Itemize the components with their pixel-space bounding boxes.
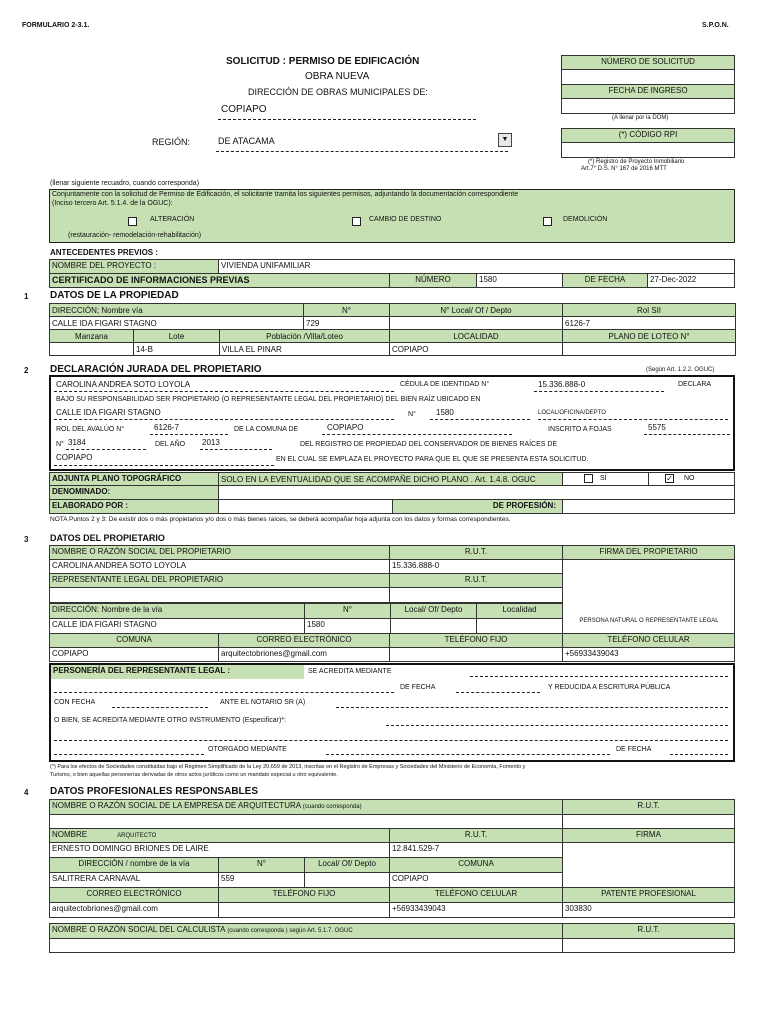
representante-rut[interactable]: [389, 587, 563, 603]
profesion-field[interactable]: [562, 499, 735, 514]
persona-natural-label: PERSONA NATURAL O REPRESENTANTE LEGAL: [579, 618, 719, 624]
propietario-n-header: N°: [304, 603, 391, 619]
demolicion-label: DEMOLICIÓN: [563, 216, 608, 223]
antecedentes-title: ANTECEDENTES PREVIOS :: [50, 248, 159, 257]
spon-label: S.P.O.N.: [702, 22, 729, 29]
region-dropdown-icon[interactable]: ▼: [498, 133, 512, 147]
section-2-number: 2: [24, 366, 29, 375]
arquitecto-nombre[interactable]: ERNESTO DOMINGO BRIONES DE LAIRE: [49, 842, 390, 858]
adjunta-note: SOLO EN LA EVENTUALIDAD QUE SE ACOMPAÑE DICHO PLANO . Art. 1.4.8. OGUC: [218, 472, 563, 486]
declara-label: DECLARA: [678, 381, 712, 388]
empresa-header-note: (cuando corresponda): [302, 804, 362, 810]
rol-avaluo-label: ROL DEL AVALÚO N°: [56, 426, 125, 433]
propietario-rut[interactable]: 15.336.888-0: [389, 559, 563, 574]
personeria-label: PERSONERÍA DEL REPRESENTANTE LEGAL :: [51, 665, 304, 679]
representante-rut-header: R.U.T.: [389, 573, 563, 588]
page-title: SOLICITUD : PERMISO DE EDIFICACIÓN: [226, 56, 420, 67]
propiedad-rol[interactable]: 6126-7: [563, 317, 736, 330]
ciudad-value[interactable]: COPIAPO: [56, 453, 93, 462]
propietario-n[interactable]: 1580: [304, 618, 391, 634]
arquitecto-n[interactable]: 559: [218, 872, 305, 888]
cip-label: CERTIFICADO DE INFORMACIONES PREVIAS: [49, 273, 390, 288]
propiedad-header-n: N°: [304, 304, 390, 317]
arquitecto-header: [49, 828, 390, 843]
arquitecto-rut[interactable]: 12.841.529-7: [389, 842, 563, 858]
propiedad-header-lote: Lote: [134, 330, 220, 343]
propiedad-direccion[interactable]: CALLE IDA FIGARI STAGNO: [50, 317, 304, 330]
cambio-destino-label: CAMBIO DE DESTINO: [369, 216, 442, 223]
cip-numero-label: NÚMERO: [389, 273, 477, 288]
cip-numero-value[interactable]: 1580: [476, 273, 563, 288]
dom-note: (A llenar por la DOM): [612, 115, 669, 121]
codigo-rpi-field[interactable]: [561, 142, 735, 158]
propietario-comuna-header: COMUNA: [49, 633, 219, 648]
empresa-rut-header: R.U.T.: [562, 799, 735, 815]
n2-label: N°: [56, 441, 64, 448]
section-3-title: DATOS DEL PROPIETARIO: [50, 533, 165, 543]
restauracion-label: (restauración- remodelación-rehabilitación): [68, 232, 202, 239]
cambio-destino-checkbox[interactable]: [352, 217, 361, 226]
empresa-nombre[interactable]: [49, 814, 563, 829]
numero-solicitud-label: NÚMERO DE SOLICITUD: [561, 55, 735, 70]
nota-puntos: NOTA Puntos 2 y 3: De existir dos o más propietarios y/o dos o más bienes raíces, se deberá acompañar hoja adjunta con los datos y formas correspondientes.: [50, 516, 511, 523]
rol-avaluo-value[interactable]: 6126-7: [154, 423, 179, 432]
arquitecto-correo-header: CORREO ELECTRÓNICO: [49, 887, 219, 903]
denominado-label: DENOMINADO:: [49, 485, 219, 500]
section-1-number: 1: [24, 292, 29, 301]
propiedad-header-localidad: LOCALIDAD: [390, 330, 563, 343]
propietario-dir[interactable]: CALLE IDA FIGARI STAGNO: [49, 618, 305, 634]
arquitecto-local-header: Local/ Of/ Depto: [304, 857, 390, 873]
fecha-ingreso-field[interactable]: [561, 98, 735, 114]
propiedad-n[interactable]: 729: [304, 317, 390, 330]
propietario-localidad-header: Localidad: [476, 603, 563, 619]
demolicion-checkbox[interactable]: [543, 217, 552, 226]
elaborado-label: ELABORADO POR :: [49, 499, 219, 514]
propiedad-local[interactable]: [390, 317, 563, 330]
propiedad-plano[interactable]: [563, 343, 736, 356]
adjunta-label: ADJUNTA PLANO TOPOGRÁFICO: [49, 472, 219, 486]
section-4-title: DATOS PROFESIONALES RESPONSABLES: [50, 786, 258, 797]
propiedad-poblacion[interactable]: VILLA EL PINAR: [220, 343, 390, 356]
calculista-header: [49, 923, 563, 939]
obien-label: O BIEN, SE ACREDITA MEDIANTE OTRO INSTRUMENTO (Especificar)*:: [54, 717, 286, 724]
section-4-number: 4: [24, 788, 29, 797]
arquitecto-patente[interactable]: 303830: [562, 902, 735, 918]
empresa-rut[interactable]: [562, 814, 735, 829]
rpi-note-2: Art.7° D.S. N° 167 de 2016 MTT: [581, 166, 667, 172]
arquitecto-firma-box[interactable]: [562, 842, 735, 888]
adjunta-si-checkbox[interactable]: [584, 474, 593, 483]
propietario-local-header: Local/ Of/ Depto: [390, 603, 477, 619]
section-2-title: DECLARACIÓN JURADA DEL PROPIETARIO: [50, 364, 262, 375]
propietario-local[interactable]: [390, 618, 477, 634]
reducida-label: Y REDUCIDA A ESCRITURA PÚBLICA: [548, 684, 671, 691]
fecha-ingreso-label: FECHA DE INGRESO: [561, 84, 735, 99]
bajo-text: BAJO SU RESPONSABILIDAD SER PROPIETARIO (O REPRESENTANTE LEGAL DEL PROPIETARIO) DEL BIEN RAÍZ UBICADO EN: [56, 396, 481, 403]
adjunta-no-label: NO: [684, 475, 695, 482]
propietario-header-rut: R.U.T.: [389, 545, 563, 560]
declaracion-calle[interactable]: CALLE IDA FIGARI STAGNO: [56, 408, 161, 417]
comuna-value[interactable]: COPIAPO: [327, 423, 364, 432]
footnote-2: Turismo, o bien aquellas personerías derivadas de otros actos jurídicos como un mandato especial u otro equivalente.: [50, 772, 338, 778]
arquitecto-fijo-header: TELÉFONO FIJO: [218, 887, 390, 903]
propiedad-header-poblacion: Población /Villa/Loteo: [220, 330, 390, 343]
propiedad-header-rol: Rol SII: [563, 304, 736, 317]
alteracion-label: ALTERACIÓN: [150, 216, 195, 223]
calculista-rut[interactable]: [562, 938, 735, 953]
propiedad-header-plano: PLANO DE LOTEO N°: [563, 330, 736, 343]
declaracion-n-label: N°: [408, 411, 416, 418]
fojas-value[interactable]: 5575: [648, 423, 666, 432]
arquitecto-dir-header: DIRECCIÓN / nombre de la vía: [49, 857, 219, 873]
propietario-header-nombre: NOMBRE O RAZÓN SOCIAL DEL PROPIETARIO: [49, 545, 390, 560]
arquitecto-dir[interactable]: SALITRERA CARNAVAL: [49, 872, 219, 888]
calculista-header-label: NOMBRE O RAZÓN SOCIAL DEL CALCULISTA: [52, 925, 226, 934]
nombre-proyecto-label: NOMBRE DEL PROYECTO :: [49, 259, 219, 274]
dom-label: DIRECCIÓN DE OBRAS MUNICIPALES DE:: [248, 87, 428, 97]
arquitecto-n-header: N°: [218, 857, 305, 873]
section-3-number: 3: [24, 535, 29, 544]
elaborado-field[interactable]: [218, 499, 393, 514]
permisos-intro: (llenar siguiente recuadro, cuando corresponda): [50, 180, 200, 187]
footnote-1: (*) Para los efectos de Sociedades constituidas bajo el Régimen Simplificado de la Ley 20.659 de 2013, inscritas en el Registro de Empresas y Sociedades del Ministerio de Economía, Fomento y: [50, 764, 526, 770]
propietario-correo-header: CORREO ELECTRÓNICO: [218, 633, 390, 648]
otorgado-fecha-label: DE FECHA: [616, 746, 652, 753]
nombre-proyecto-value[interactable]: VIVIENDA UNIFAMILIAR: [218, 259, 735, 274]
arquitecto-correo[interactable]: arquitectobriones@gmail.com: [49, 902, 219, 918]
propietario-comuna[interactable]: COPIAPO: [49, 647, 219, 662]
cip-fecha-value[interactable]: 27-Dec-2022: [647, 273, 735, 288]
propietario-fijo-header: TELÉFONO FIJO: [389, 633, 563, 648]
personeria-fecha-label: DE FECHA: [400, 684, 436, 691]
profesion-label: DE PROFESIÓN:: [392, 499, 563, 514]
otorgado-label: OTORGADO MEDIANTE: [208, 746, 287, 753]
propietario-header-firma: FIRMA DEL PROPIETARIO: [562, 545, 735, 560]
acredita-label: SE ACREDITA MEDIANTE: [308, 668, 392, 675]
anio-label: DEL AÑO: [155, 441, 186, 448]
representante-nombre[interactable]: [49, 587, 390, 603]
calculista-header-note: (cuando corresponda ) según Art. 5.1.7. OGUC: [227, 928, 353, 934]
propietario-nombre[interactable]: CAROLINA ANDREA SOTO LOYOLA: [49, 559, 390, 574]
arquitecto-local[interactable]: [304, 872, 390, 888]
numero-solicitud-field[interactable]: [561, 69, 735, 85]
propiedad-table: [49, 303, 736, 356]
arquitecto-patente-header: PATENTE PROFESIONAL: [562, 887, 735, 903]
propietario-dir-header: DIRECCIÓN: Nombre de la vía: [49, 603, 305, 619]
declaracion-n-value[interactable]: 1580: [436, 408, 454, 417]
permisos-text-2: (Inciso tercero Art. 5.1.4. de la OGUC):: [52, 200, 173, 207]
local-oficina-label: LOCAL/OFICINA/DEPTO: [538, 410, 606, 416]
propietario-fijo[interactable]: [389, 647, 563, 662]
form-code: FORMULARIO 2-3.1.: [22, 22, 90, 29]
section-2-ref: (Según Art. 1.2.2. OGUC): [646, 367, 715, 373]
propiedad-manzana[interactable]: [50, 343, 134, 356]
propiedad-lote[interactable]: 14-B: [134, 343, 220, 356]
propietario-celular[interactable]: +56933439043: [562, 647, 735, 662]
cip-fecha-label: DE FECHA: [562, 273, 648, 288]
propietario-celular-header: TELÉFONO CELULAR: [562, 633, 735, 648]
dom-value[interactable]: COPIAPO: [221, 104, 267, 115]
codigo-rpi-label: (*) CÓDIGO RPI: [561, 128, 735, 143]
con-fecha-label: CON FECHA: [54, 699, 96, 706]
propiedad-localidad[interactable]: COPIAPO: [390, 343, 563, 356]
page-subtitle: OBRA NUEVA: [305, 71, 370, 82]
arquitecto-celular[interactable]: +56933439043: [389, 902, 563, 918]
rpi-note-1: (*) Registro de Proyecto Inmobiliario: [588, 159, 685, 165]
section-1-title: DATOS DE LA PROPIEDAD: [50, 290, 179, 301]
calculista-rut-header: R.U.T.: [562, 923, 735, 939]
cedula-value[interactable]: 15.336.888-0: [538, 380, 586, 389]
comuna-label: DE LA COMUNA DE: [234, 426, 299, 433]
arquitecto-comuna-header: COMUNA: [389, 857, 563, 873]
n2-value[interactable]: 3184: [68, 438, 86, 447]
final-text: EN EL CUAL SE EMPLAZA EL PROYECTO PARA QUE EL QUE SE PRESENTA ESTA SOLICITUD.: [276, 456, 589, 463]
propiedad-header-local: N° Local/ Of / Depto: [390, 304, 563, 317]
adjunta-si-label: SÍ: [600, 475, 607, 482]
arquitecto-celular-header: TELÉFONO CELULAR: [389, 887, 563, 903]
cedula-label: CÉDULA DE IDENTIDAD N°: [400, 381, 490, 388]
adjunta-no-checkbox[interactable]: ✓: [666, 474, 673, 483]
arquitecto-comuna[interactable]: COPIAPO: [389, 872, 563, 888]
propietario-correo[interactable]: arquitectobriones@gmail.com: [218, 647, 390, 662]
region-value[interactable]: DE ATACAMA: [218, 136, 275, 146]
declaracion-owner[interactable]: CAROLINA ANDREA SOTO LOYOLA: [56, 380, 191, 389]
propietario-localidad[interactable]: [476, 618, 563, 634]
empresa-header: [49, 799, 563, 815]
arquitecto-rut-header: R.U.T.: [389, 828, 563, 843]
fojas-label: INSCRITO A FOJAS: [548, 426, 612, 433]
arquitecto-header-label: ARQUITECTO: [117, 833, 157, 839]
anio-value[interactable]: 2013: [202, 438, 220, 447]
alteracion-checkbox[interactable]: [128, 217, 137, 226]
arquitecto-header-nombre: NOMBRE: [52, 830, 88, 839]
representante-header: REPRESENTANTE LEGAL DEL PROPIETARIO: [49, 573, 390, 588]
calculista-nombre[interactable]: [49, 938, 563, 953]
arquitecto-firma-header: FIRMA: [562, 828, 735, 843]
notario-label: ANTE EL NOTARIO SR (A): [220, 699, 306, 706]
permisos-text-1: Conjuntamente con la solicitud de Permiso de Edificación, el solicitante tramita los siguientes permisos, adjuntando la documentación correspondiente: [52, 191, 519, 198]
propiedad-header-manzana: Manzana: [50, 330, 134, 343]
arquitecto-fijo[interactable]: [218, 902, 390, 918]
propiedad-header-direccion: DIRECCIÓN; Nombre vía: [50, 304, 304, 317]
region-label: REGIÓN:: [152, 137, 191, 147]
registro-text: DEL REGISTRO DE PROPIEDAD DEL CONSERVADOR DE BIENES RAÍCES DE: [300, 441, 558, 448]
empresa-header-label: NOMBRE O RAZÓN SOCIAL DE LA EMPRESA DE ARQUITECTURA: [52, 801, 301, 810]
denominado-field[interactable]: [218, 485, 735, 500]
